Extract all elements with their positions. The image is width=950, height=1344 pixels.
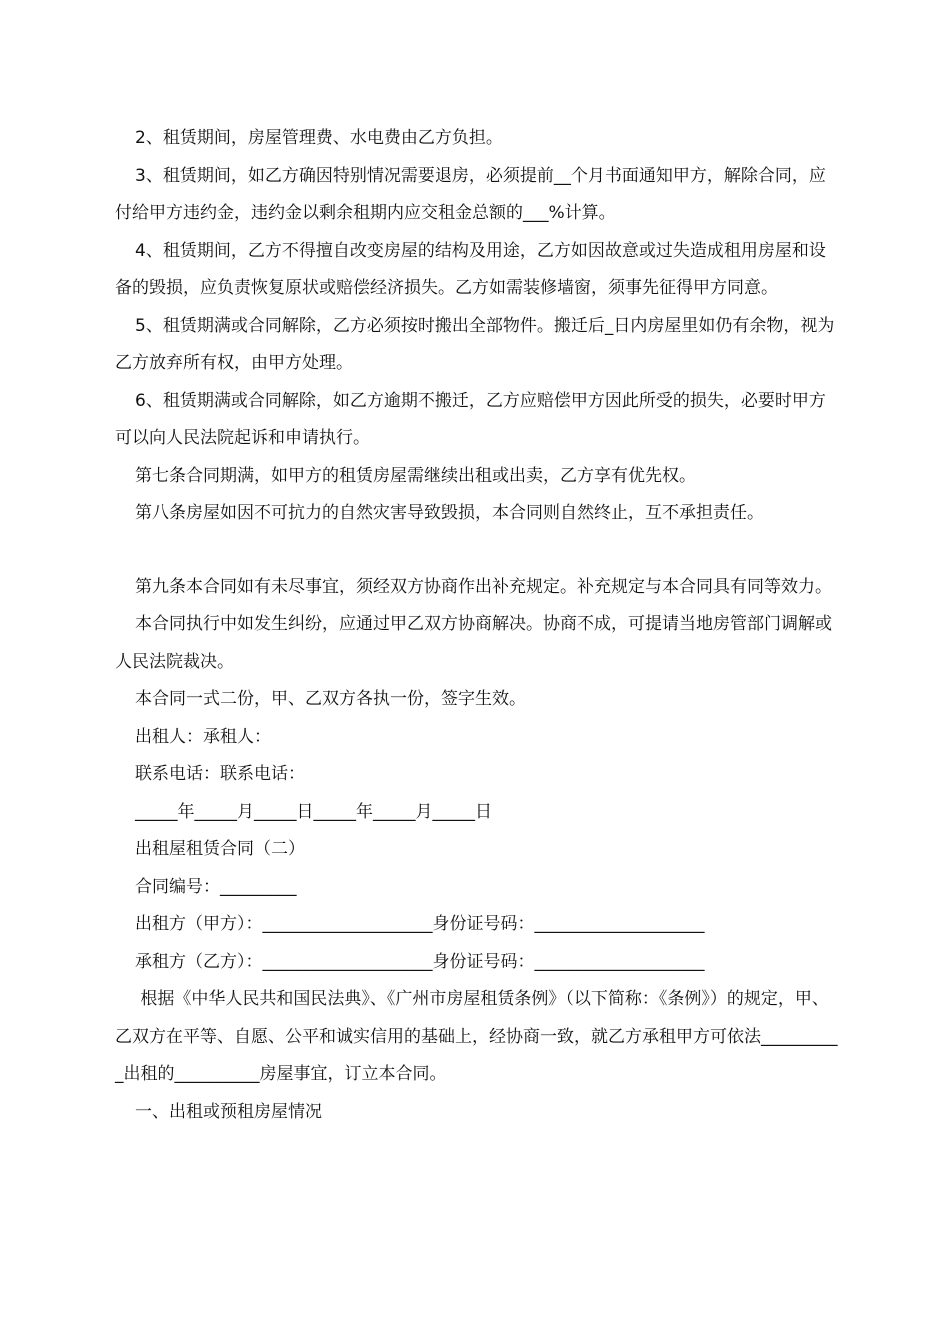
document-body [115, 120, 840, 1131]
signature-parties: 出租人：承租人： [135, 726, 271, 747]
contract-title: 出租屋租赁合同（二） [135, 839, 305, 859]
article-8: 第八条房屋如因不可抗力的自然灾害导致毁损，本合同则自然终止，互不承担责任。 [135, 503, 764, 523]
signature-phones: 联系电话：联系电话： [135, 764, 305, 784]
dispute-clause: 本合同执行中如发生纠纷，应通过甲乙双方协商解决。协商不成，可提请当地房管部门调解或人民法院裁决。 [115, 614, 832, 672]
lessor-line: 出租方（甲方）：____________________身份证号码：____________________ [135, 914, 705, 934]
contract-number: 合同编号：_________ [135, 876, 297, 897]
signature-dates: _____年_____月_____日_____年_____月_____日 [135, 801, 492, 822]
clause-4: 4、租赁期间，乙方不得擅自改变房屋的结构及用途，乙方如因故意或过失造成租用房屋和设备的毁损，应负责恢复原状或赔偿经济损失。乙方如需装修墙窗，须事先征得甲方同意。 [115, 240, 826, 298]
section-1-heading: 一、出租或预租房屋情况 [135, 1101, 322, 1122]
clause-3: 3、租赁期间，如乙方确因特别情况需要退房，必须提前__个月书面通知甲方，解除合同，应付给甲方违约金，违约金以剩余租期内应交租金总额的___%计算。 [115, 165, 826, 223]
preamble: 根据《中华人民共和国民法典》、《广州市房屋租赁条例》（以下简称：《条例》）的规定，甲、乙双方在平等、自愿、公平和诚实信用的基础上，经协商一致，就乙方承租甲方可依法__________出租的__________房屋事宜，订立本合同。 [115, 989, 838, 1084]
clause-6: 6、租赁期满或合同解除，如乙方逾期不搬迁，乙方应赔偿甲方因此所受的损失，必要时甲方可以向人民法院起诉和申请执行。 [115, 390, 826, 448]
copies-clause: 本合同一式二份，甲、乙双方各执一份，签字生效。 [135, 689, 526, 709]
clause-2: 2、租赁期间，房屋管理费、水电费由乙方负担。 [135, 128, 503, 148]
lessee-line: 承租方（乙方）：____________________身份证号码：____________________ [135, 951, 705, 972]
article-7: 第七条合同期满，如甲方的租赁房屋需继续出租或出卖，乙方享有优先权。 [135, 465, 696, 486]
clause-5: 5、租赁期满或合同解除，乙方必须按时搬出全部物件。搬迁后_日内房屋里如仍有余物，视为乙方放弃所有权，由甲方处理。 [115, 315, 835, 373]
paragraph-gap [115, 533, 840, 569]
article-9: 第九条本合同如有未尽事宜，须经双方协商作出补充规定。补充规定与本合同具有同等效力。 [135, 576, 832, 597]
